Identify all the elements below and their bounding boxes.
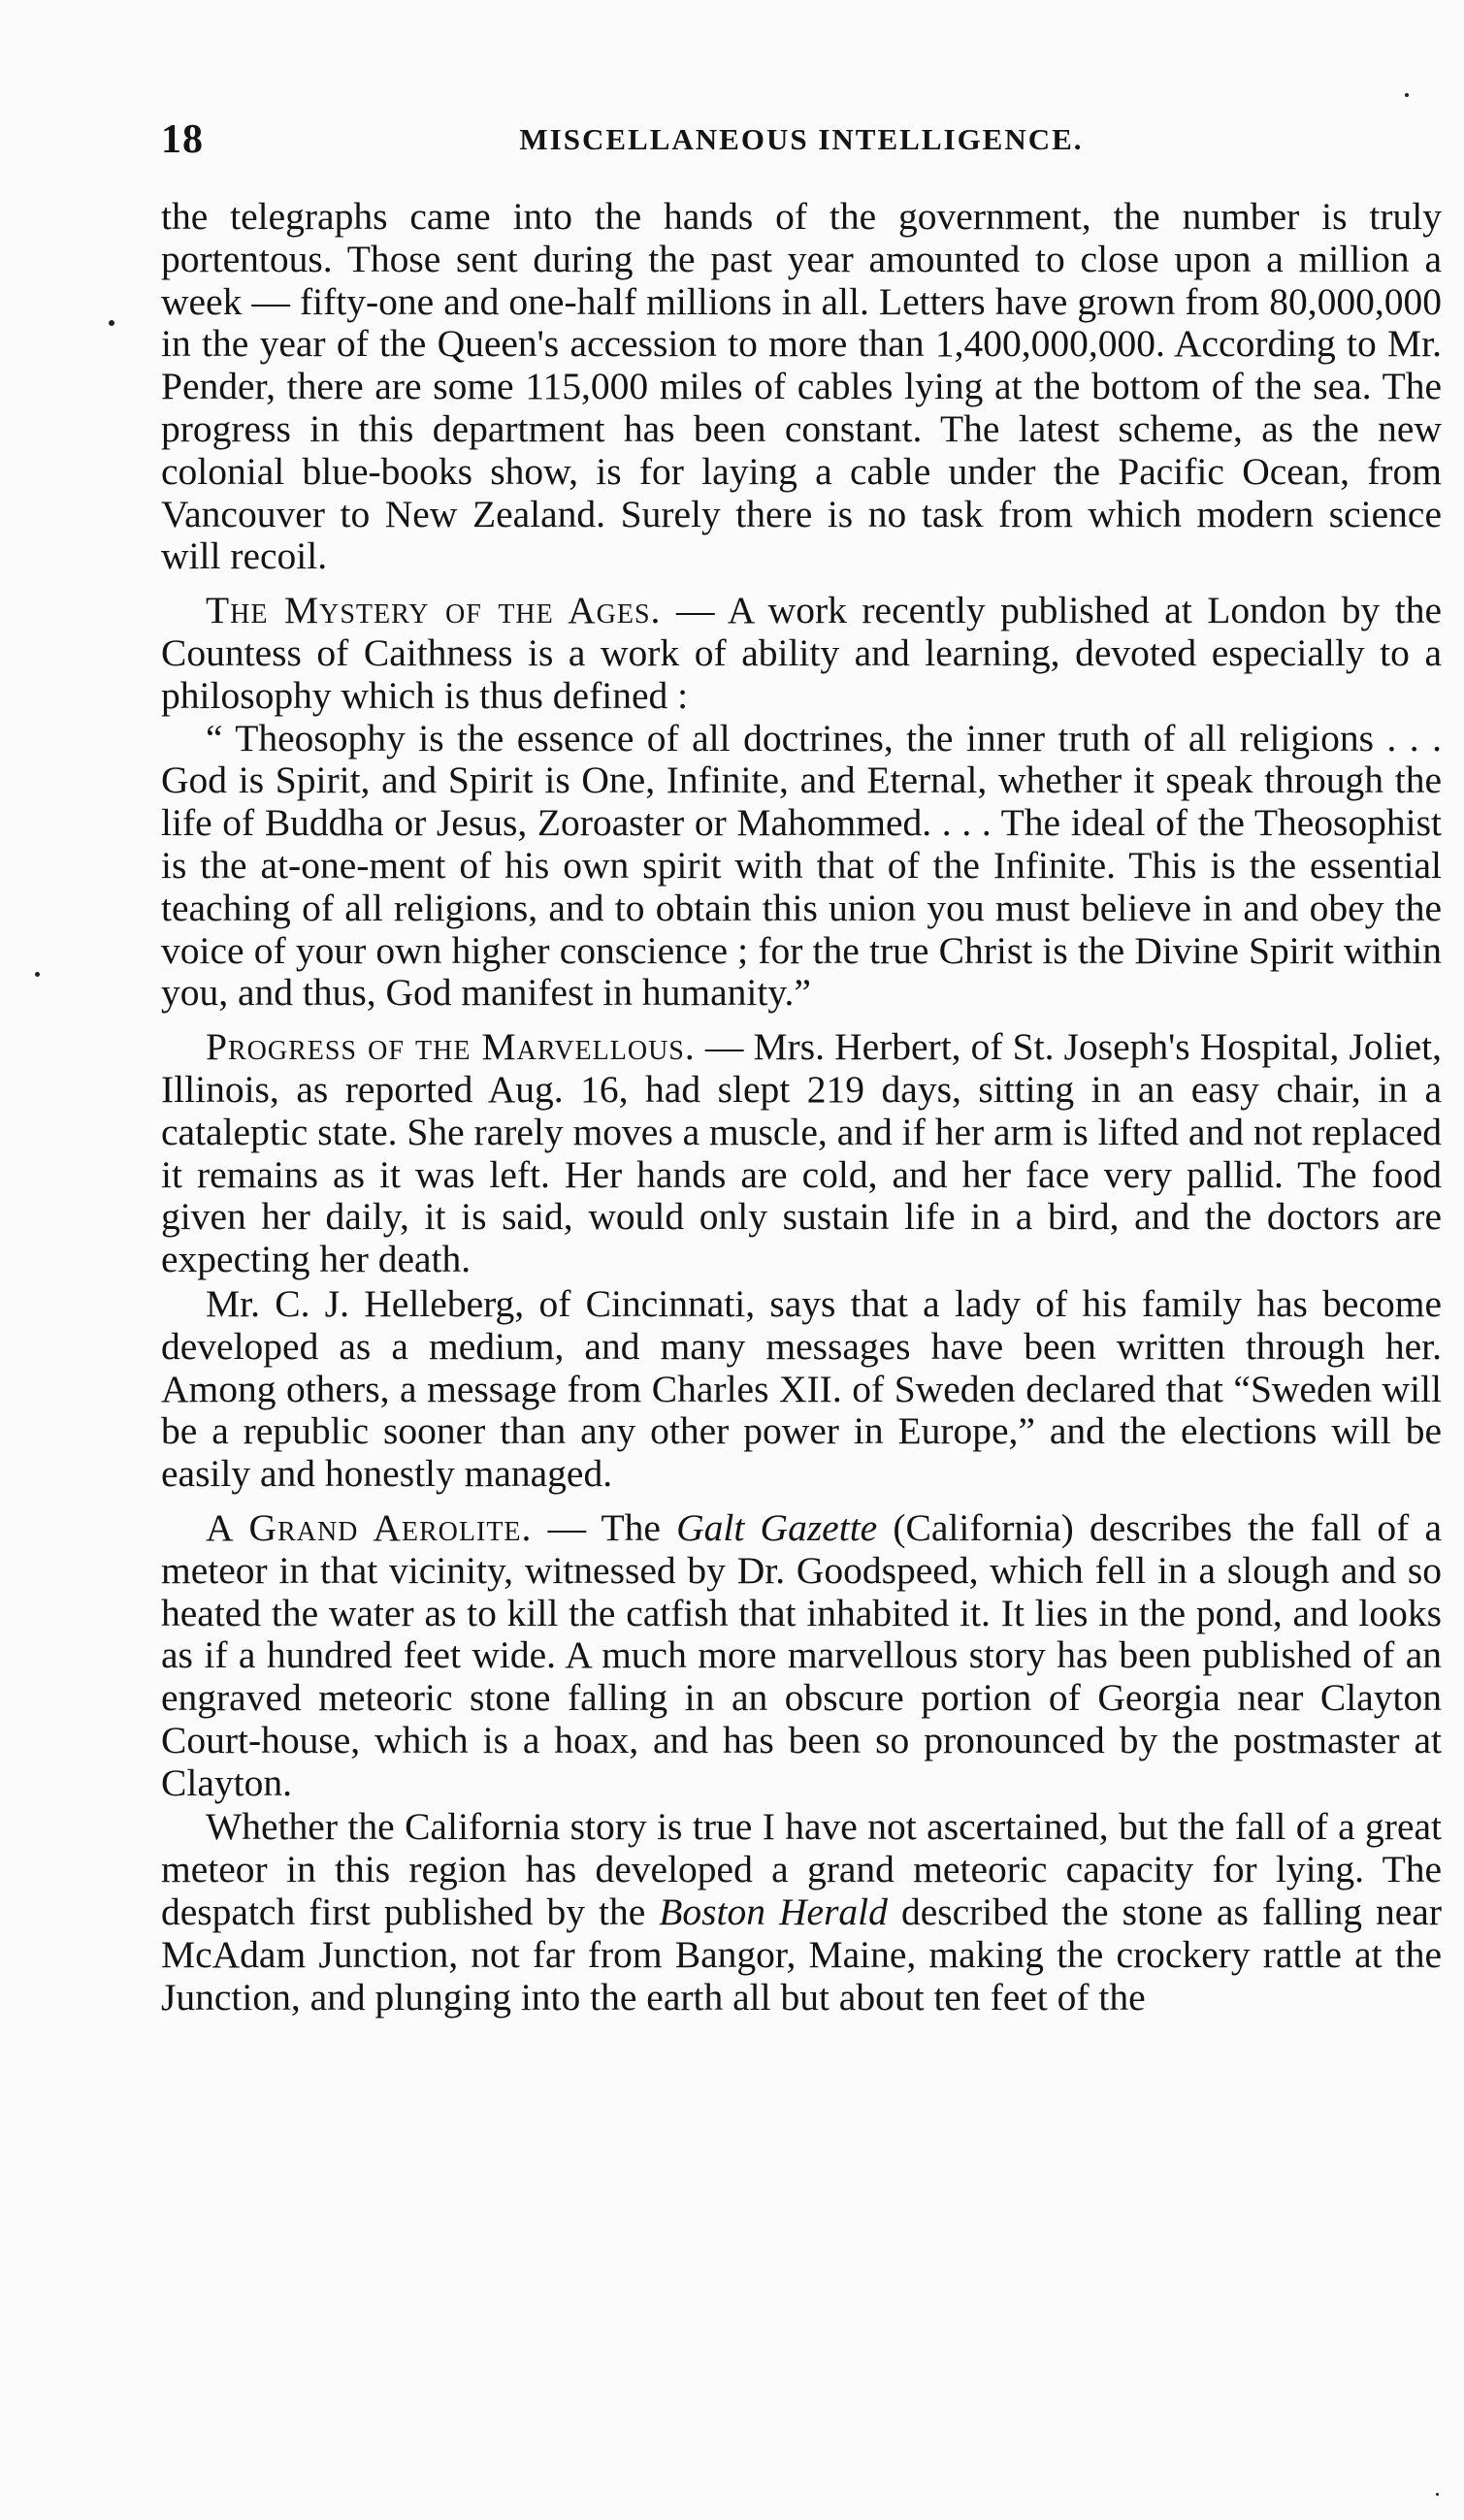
paragraph-text: — A work recently published at London by the Countess of Caithness is a work of ability and learning, devoted especially to a philosophy which is thus defined : (161, 589, 1442, 717)
paragraph-california-story (161, 1806, 1442, 2019)
paragraph-progress-marvellous (161, 1026, 1442, 1281)
paragraph-text: — The (532, 1505, 677, 1549)
page-number: 18 (161, 117, 204, 162)
section-heading-aerolite: A Grand Aerolite. (206, 1505, 533, 1549)
running-title: MISCELLANEOUS INTELLIGENCE. (519, 122, 1084, 156)
paragraph-mystery-of-ages (161, 590, 1442, 717)
paragraph-text: (California) describes the fall of a meteor in that vicinity, witnessed by Dr. Goodspeed, which fell in a slough and so heated the water as to kill the catfish that inhabited it. It lies in the pond, and looks as if a hundred feet wide. A much more marvellous story has been published of an engraved meteoric stone falling in an obscure portion of Georgia near Clayton Court-house, which is a hoax, and has been so pronounced by the postmaster at Clayton. (161, 1505, 1442, 1804)
page-header (161, 105, 1442, 163)
scan-speck (1436, 2493, 1439, 2496)
paragraph-grand-aerolite (161, 1507, 1442, 1805)
scan-speck (109, 320, 114, 326)
publication-title: Boston Herald (659, 1890, 888, 1934)
paragraph-telegraphs: the telegraphs came into the hands of the government, the number is truly portentous. Those sent during the past year amounted to close upon a million a week — fifty-one and one-half millions in all. Letters have grown from 80,000,000 in the year of the Queen's accession to more than 1,400,000,000. According to Mr. Pender, there are some 115,000 miles of cables lying at the bottom of the sea. The progress in this department has been constant. The latest scheme, as the new colonial blue-books show, is for laying a cable under the Pacific Ocean, from Vancouver to New Zealand. Surely there is no task from which modern science will recoil. (161, 195, 1442, 578)
scan-speck (35, 972, 40, 977)
section-heading-marvellous: Progress of the Marvellous. (206, 1025, 696, 1069)
publication-title: Galt Gazette (676, 1505, 878, 1549)
paragraph-text: described the stone as falling near McAdam Junction, not far from Bangor, Maine, making the crockery rattle at the Junction, and plunging into the earth all but about ten feet of the (161, 1890, 1442, 2019)
scan-speck (1405, 93, 1409, 97)
paragraph-helleberg: Mr. C. J. Helleberg, of Cincinnati, says that a lady of his family has become developed as a medium, and many messages have been written through her. Among others, a message from Charles XII. of Sweden declared that “Sweden will be a republic sooner than any other power in Europe,” and the elections will be easily and honestly managed. (161, 1281, 1442, 1496)
book-page (161, 105, 1442, 2019)
paragraph-text: Whether the California story is true I have not ascertained, but the fall of a great meteor in this region has developed a grand meteoric capacity for lying. The despatch first published by the (161, 1805, 1442, 1934)
quote-theosophy: “ Theosophy is the essence of all doctrines, the inner truth of all religions . . . God is Spirit, and Spirit is One, Infinite, and Eternal, whether it speak through the life of Buddha or Jesus, Zoroaster or Mahommed. . . . The ideal of the Theosophist is the at-one-ment of his own spirit with that of the Infinite. This is the essential teaching of all religions, and to obtain this union you must believe in and obey the voice of your own higher conscience ; for the true Christ is the Divine Spirit within you, and thus, God manifest in humanity.” (161, 716, 1442, 1015)
section-heading-mystery: The Mystery of the Ages. (206, 589, 662, 632)
paragraph-text: — Mrs. Herbert, of St. Joseph's Hospital, Joliet, Illinois, as reported Aug. 16, had slept 219 days, sitting in an easy chair, in a cataleptic state. She rarely moves a muscle, and if her arm is lifted and not replaced it remains as it was left. Her hands are cold, and her face very pallid. The food given her daily, it is said, would only sustain life in a bird, and the doctors are expecting her death. (161, 1025, 1442, 1281)
